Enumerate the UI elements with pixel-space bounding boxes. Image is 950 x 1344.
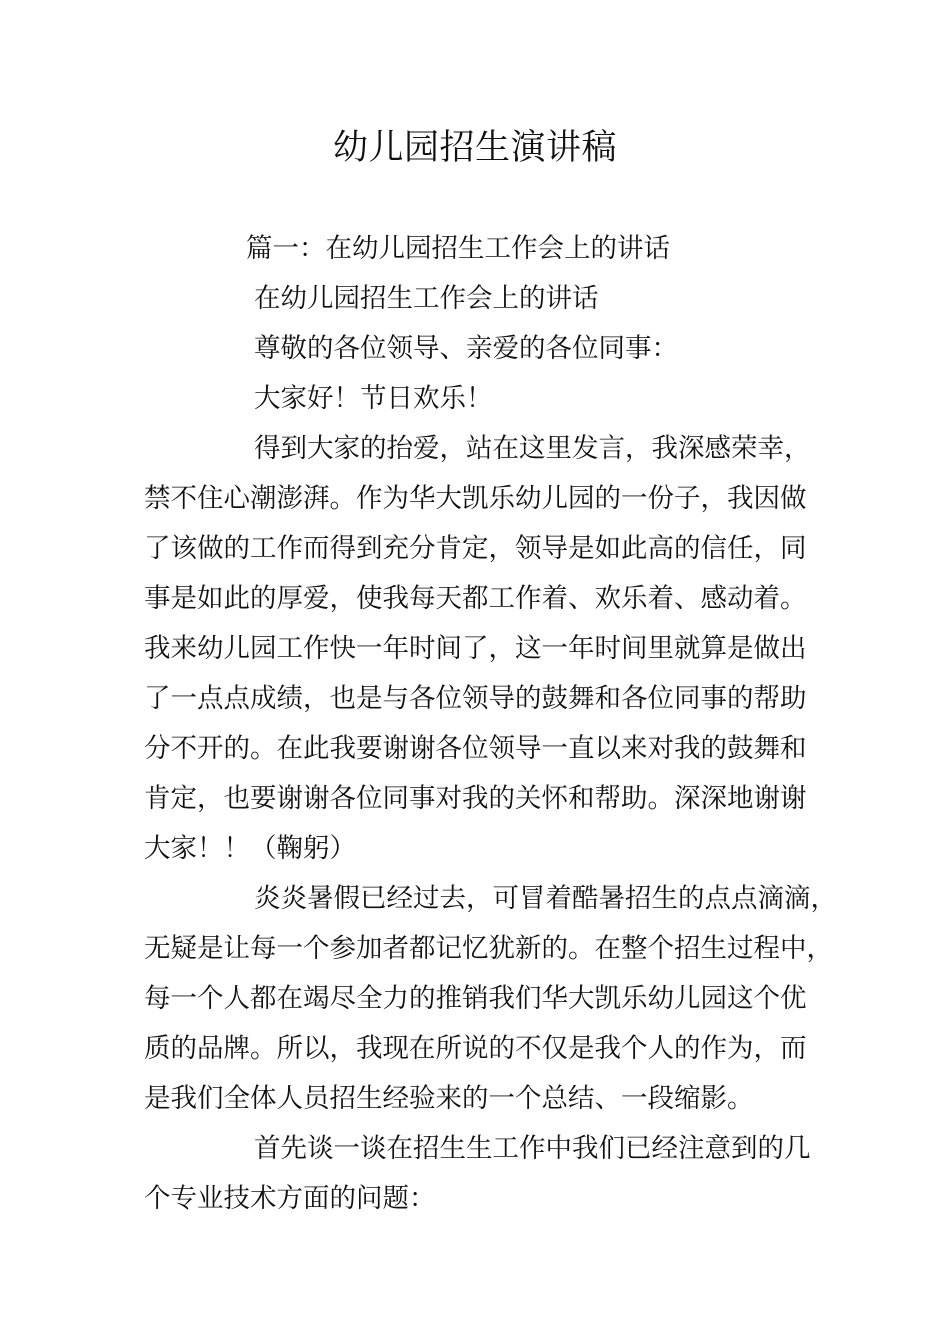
paragraph-line: 质的品牌。所以，我现在所说的不仅是我个人的作为，而 — [144, 1033, 807, 1064]
paragraph-line: 每一个人都在竭尽全力的推销我们华大凯乐幼儿园这个优 — [144, 983, 807, 1014]
document-title: 幼儿园招生演讲稿 — [332, 128, 617, 168]
section-heading: 篇一：在幼儿园招生工作会上的讲话 — [246, 233, 670, 264]
paragraph-line: 了一点点成绩，也是与各位领导的鼓舞和各位同事的帮助 — [144, 683, 807, 714]
paragraph-line: 炎炎暑假已经过去，可冒着酷暑招生的点点滴滴， — [254, 883, 837, 914]
salutation: 尊敬的各位领导、亲爱的各位同事： — [254, 333, 678, 364]
paragraph-line: 是我们全体人员招生经验来的一个总结、一段缩影。 — [144, 1083, 754, 1114]
paragraph-line: 首先谈一谈在招生生工作中我们已经注意到的几 — [254, 1133, 811, 1164]
paragraph-line: 了该做的工作而得到充分肯定，领导是如此高的信任，同 — [144, 533, 807, 564]
paragraph-line: 禁不住心潮澎湃。作为华大凯乐幼儿园的一份子，我因做 — [144, 483, 807, 514]
paragraph-line: 我来幼儿园工作快一年时间了，这一年时间里就算是做出 — [144, 633, 807, 664]
speech-title: 在幼儿园招生工作会上的讲话 — [254, 283, 599, 314]
paragraph-line: 无疑是让每一个参加者都记忆犹新的。在整个招生过程中， — [144, 933, 833, 964]
paragraph-line: 分不开的。在此我要谢谢各位领导一直以来对我的鼓舞和 — [144, 733, 807, 764]
paragraph-line: 大家！！（鞠躬） — [144, 833, 356, 864]
paragraph-line: 事是如此的厚爱，使我每天都工作着、欢乐着、感动着。 — [144, 583, 807, 614]
paragraph-line: 肯定，也要谢谢各位同事对我的关怀和帮助。深深地谢谢 — [144, 783, 807, 814]
paragraph-line: 个专业技术方面的问题： — [144, 1183, 436, 1214]
paragraph-line: 得到大家的抬爱，站在这里发言，我深感荣幸， — [254, 433, 811, 464]
greeting: 大家好！节日欢乐！ — [254, 383, 493, 414]
